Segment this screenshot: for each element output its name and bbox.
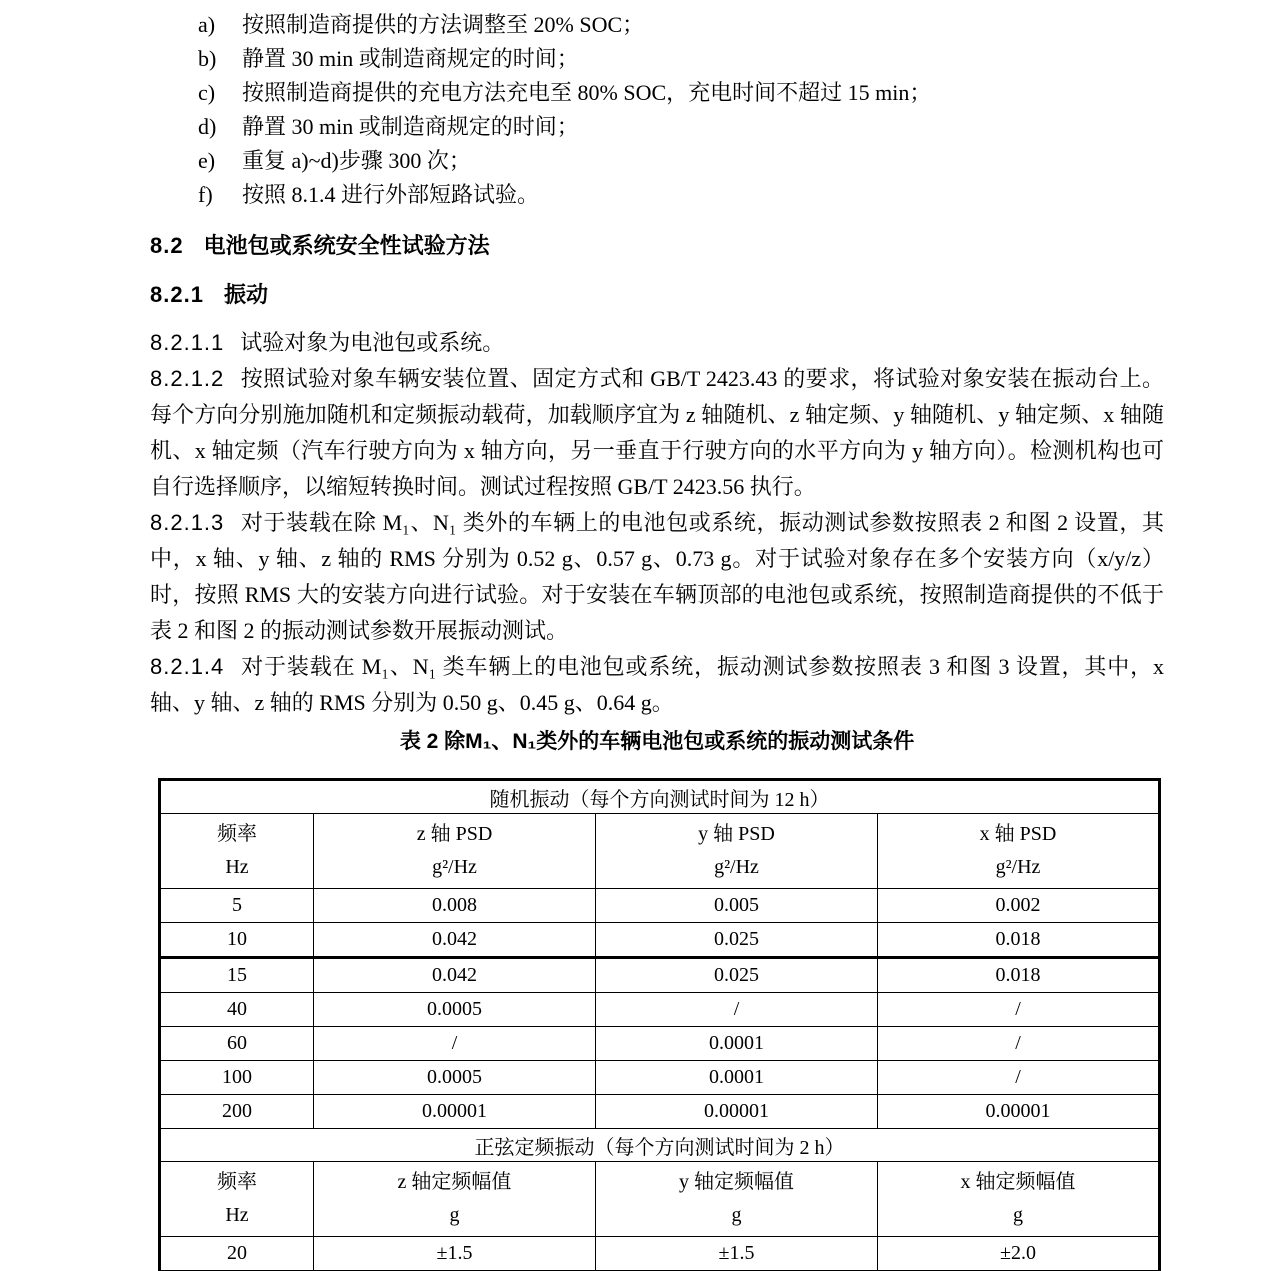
table-cell: 0.0001 [596,1027,878,1061]
table-row-10hz [160,923,1160,958]
header-line: z 轴定频幅值 [397,1171,512,1193]
table-row-15hz [160,958,1160,993]
heading-title: 振动 [223,282,268,307]
table-cell: 5 [160,889,314,923]
table-cell: 100 [160,1061,314,1095]
header-unit: g [449,1204,460,1226]
list-marker: e) [198,148,216,173]
list-item-f [198,178,1164,212]
table-row-100hz [160,1061,1160,1095]
table-cell: 0.002 [878,889,1160,923]
header-unit: g²/Hz [432,856,477,878]
clause-text: 试验对象为电池包或系统。 [240,330,505,355]
table-cell: 0.008 [314,889,596,923]
list-item-c [198,76,1164,110]
table-cell: 0.005 [596,889,878,923]
list-text: 静置 30 min 或制造商规定的时间； [242,46,579,71]
list-item-a [198,8,1164,42]
header-cell-y-psd [596,814,878,889]
random-header-row [160,814,1160,889]
header-cell-x-amplitude [878,1162,1160,1237]
sine-vibration-section-row [160,1129,1160,1162]
table-cell: / [878,993,1160,1027]
table-cell: 0.0005 [314,993,596,1027]
table-cell: ±2.0 [878,1237,1160,1271]
procedure-step-list [150,8,1164,212]
list-marker: a) [198,12,216,37]
table-cell: 0.042 [314,958,596,993]
para-8-2-1-4 [150,649,1164,721]
table-row-20hz [160,1237,1160,1271]
header-line: z 轴 PSD [416,823,493,845]
table-row-60hz [160,1027,1160,1061]
list-marker: f) [198,182,213,207]
list-marker: b) [198,46,217,71]
table-cell: ±1.5 [314,1237,596,1271]
table-caption: 表 2 除M₁、N₁类外的车辆电池包或系统的振动测试条件 [399,730,915,753]
random-vibration-section-title: 随机振动（每个方向测试时间为 12 h） [160,780,1160,814]
table-cell: 0.018 [878,923,1160,958]
header-cell-frequency [160,814,314,889]
header-unit: Hz [225,856,249,878]
header-cell-y-amplitude [596,1162,878,1237]
heading-number: 8.2.1 [150,282,204,307]
list-text: 按照 8.1.4 进行外部短路试验。 [242,182,540,207]
list-marker: d) [198,114,217,139]
table-cell: 0.00001 [596,1095,878,1129]
sine-header-row [160,1162,1160,1237]
para-8-2-1-2 [150,361,1164,505]
list-item-e [198,144,1164,178]
document-page [150,0,1164,1271]
header-unit: g²/Hz [995,856,1041,878]
header-line: 频率 [217,823,257,845]
clause-number: 8.2.1.2 [150,366,225,391]
table-cell: / [596,993,878,1027]
heading-8-2 [150,231,1164,261]
random-vibration-section-row [160,780,1160,814]
table-cell: / [878,1061,1160,1095]
header-line: y 轴 PSD [698,823,775,845]
table-row-200hz [160,1095,1160,1129]
heading-number: 8.2 [150,233,184,258]
header-unit: g [1013,1204,1023,1226]
list-text: 按照制造商提供的充电方法充电至 80% SOC，充电时间不超过 15 min； [242,80,932,105]
clause-number: 8.2.1.4 [150,654,225,679]
list-marker: c) [198,80,216,105]
header-cell-frequency [160,1162,314,1237]
table-cell: 0.0001 [596,1061,878,1095]
heading-title: 电池包或系统安全性试验方法 [203,233,490,258]
table-row-5hz [160,889,1160,923]
header-cell-x-psd [878,814,1160,889]
table-cell: 0.00001 [314,1095,596,1129]
header-unit: Hz [225,1204,249,1226]
table-cell: ±1.5 [596,1237,878,1271]
list-text: 重复 a)~d)步骤 300 次； [242,148,471,173]
table-cell: 0.00001 [878,1095,1160,1129]
header-cell-z-amplitude [314,1162,596,1237]
para-8-2-1-1 [150,325,1164,361]
clause-number: 8.2.1.3 [150,510,225,535]
para-8-2-1-3 [150,505,1164,649]
header-line: x 轴定频幅值 [960,1171,1076,1193]
table-cell: 0.042 [314,923,596,958]
table-cell: 20 [160,1237,314,1271]
heading-8-2-1 [150,280,1164,310]
header-line: y 轴定频幅值 [679,1171,794,1193]
header-line: 频率 [217,1171,257,1193]
table-cell: 0.018 [878,958,1160,993]
table-row-40hz [160,993,1160,1027]
table-cell: 0.025 [596,923,878,958]
header-unit: g²/Hz [714,856,759,878]
list-text: 按照制造商提供的方法调整至 20% SOC； [242,12,645,37]
clause-text: 对于装载在 M₁、N₁ 类车辆上的电池包或系统，振动测试参数按照表 3 和图 3 设置，其中，x 轴、y 轴、z 轴的 RMS 分别为 0.50 g、0.45 g、0.64 g。 [150,654,1164,715]
clause-text: 对于装载在除 M₁、N₁ 类外的车辆上的电池包或系统，振动测试参数按照表 2 和图 2 设置，其中，x 轴、y 轴、z 轴的 RMS 分别为 0.52 g、0.57 g、0.73 g。对于试验对象存在多个安装方向（x/y/z）时，按照 RMS 大的安装方向进行试验。对于安装在车辆顶部的电池包或系统，按照制造商提供的不低于表 2 和图 2 的振动测试参数开展振动测试。 [150,510,1164,643]
table-cell: 60 [160,1027,314,1061]
table-cell: 15 [160,958,314,993]
table-cell: 0.025 [596,958,878,993]
table-cell: 40 [160,993,314,1027]
table-cell: 0.0005 [314,1061,596,1095]
list-text: 静置 30 min 或制造商规定的时间； [242,114,579,139]
header-line: x 轴 PSD [979,823,1057,845]
header-cell-z-psd [314,814,596,889]
vibration-test-table [158,778,1161,1271]
table-cell: 10 [160,923,314,958]
table-cell: / [314,1027,596,1061]
table-cell: / [878,1027,1160,1061]
header-unit: g [731,1204,742,1226]
sine-vibration-section-title: 正弦定频振动（每个方向测试时间为 2 h） [160,1129,1160,1162]
table-cell: 200 [160,1095,314,1129]
clause-paragraphs [150,325,1164,721]
clause-number: 8.2.1.1 [150,330,225,355]
list-item-b [198,42,1164,76]
list-item-d [198,110,1164,144]
clause-text: 按照试验对象车辆安装位置、固定方式和 GB/T 2423.43 的要求，将试验对象安装在振动台上。每个方向分别施加随机和定频振动载荷，加载顺序宜为 z 轴随机、z 轴定频、y 轴随机、y 轴定频、x 轴随机、x 轴定频（汽车行驶方向为 x 轴方向，另一垂直于行驶方向的水平方向为 y 轴方向）。检测机构也可自行选择顺序，以缩短转换时间。测试过程按照 GB/T 2423.56 执行。 [150,366,1164,499]
